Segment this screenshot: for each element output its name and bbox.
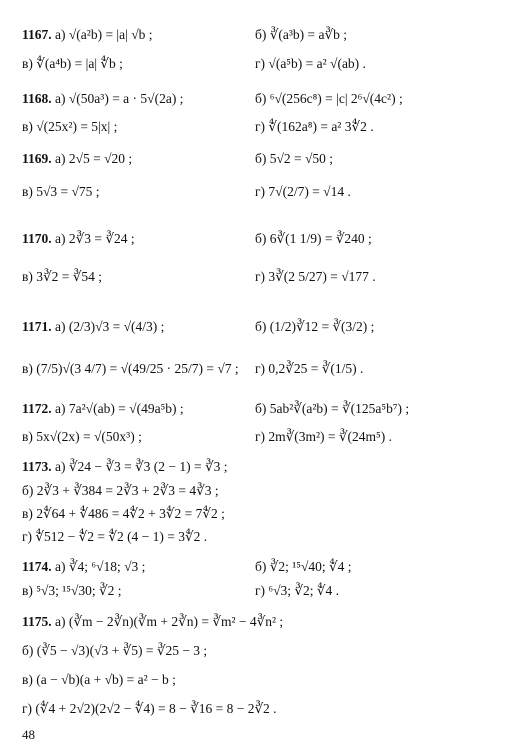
ex-1174-d: г) ⁶√3; ∛2; ∜4 .	[255, 583, 339, 598]
ex-1172-c: в) 5x√(2x) = √(50x³) ;	[22, 429, 142, 444]
ex-1170-a: 1170. а) 2∛3 = ∛24 ;	[22, 231, 135, 246]
ex-1170-d: г) 3∛(2 5/27) = √177 .	[255, 269, 376, 284]
ex-1173-a: 1173. а) ∛24 − ∛3 = ∛3 (2 − 1) = ∛3 ;	[22, 459, 228, 474]
ex-1175-b: б) (∛5 − √3)(√3 + ∛5) = ∛25 − 3 ;	[22, 643, 208, 658]
ex-1175-c: в) (a − √b)(a + √b) = a² − b ;	[22, 672, 176, 687]
ex-1173-c: в) 2∜64 + ∜486 = 4∜2 + 3∜2 = 7∜2 ;	[22, 506, 225, 521]
ex-1172-d: г) 2m∛(3m²) = ∛(24m⁵) .	[255, 429, 392, 444]
ex-1170-c: в) 3∛2 = ∛54 ;	[22, 269, 102, 284]
ex-1168-a: 1168. а) √(50a³) = a · 5√(2a) ;	[22, 91, 184, 106]
ex-1167-b: б) ∛(a³b) = a∛b ;	[255, 27, 347, 42]
ex-1171-c: в) (7/5)√(3 4/7) = √(49/25 · 25/7) = √7 ;	[22, 361, 239, 376]
ex-1175-a: 1175. а) (∛m − 2∛n)(∛m + 2∛n) = ∛m² − 4∛n² ;	[22, 614, 284, 629]
ex-1168-b: б) ⁶√(256c⁸) = |c| 2⁶√(4c²) ;	[255, 91, 403, 106]
ex-1168-c: в) √(25x²) = 5|x| ;	[22, 119, 118, 134]
ex-1175-d: г) (∜4 + 2√2)(2√2 − ∜4) = 8 − ∛16 = 8 − 2∛2 .	[22, 701, 277, 716]
ex-1169-d: г) 7√(2/7) = √14 .	[255, 184, 351, 199]
ex-1171-b: б) (1/2)∛12 = ∛(3/2) ;	[255, 319, 375, 334]
ex-1173-d: г) ∜512 − ∜2 = ∜2 (4 − 1) = 3∜2 .	[22, 529, 208, 544]
ex-1174-b: б) ∛2; ¹⁵√40; ∜4 ;	[255, 559, 352, 574]
ex-1171-d: г) 0,2∛25 = ∛(1/5) .	[255, 361, 364, 376]
ex-1169-c: в) 5√3 = √75 ;	[22, 184, 100, 199]
ex-1167-a: 1167. а) √(a²b) = |a| √b ;	[22, 27, 153, 42]
page-number: 48	[22, 727, 35, 742]
ex-1172-b: б) 5ab²∛(a²b) = ∛(125a⁵b⁷) ;	[255, 401, 410, 416]
ex-1170-b: б) 6∛(1 1/9) = ∛240 ;	[255, 231, 372, 246]
ex-1168-d: г) ∜(162a⁸) = a² 3∜2 .	[255, 119, 374, 134]
ex-1174-c: в) ⁵√3; ¹⁵√30; ∛2 ;	[22, 583, 122, 598]
ex-1174-a: 1174. а) ∛4; ⁶√18; √3 ;	[22, 559, 146, 574]
ex-1173-b: б) 2∛3 + ∛384 = 2∛3 + 2∛3 = 4∛3 ;	[22, 483, 219, 498]
ex-1172-a: 1172. а) 7a²√(ab) = √(49a⁵b) ;	[22, 401, 184, 416]
ex-1169-a: 1169. а) 2√5 = √20 ;	[22, 151, 133, 166]
ex-1171-a: 1171. а) (2/3)√3 = √(4/3) ;	[22, 319, 165, 334]
ex-1169-b: б) 5√2 = √50 ;	[255, 151, 334, 166]
ex-1167-c: в) ∜(a⁴b) = |a| ∜b ;	[22, 56, 123, 71]
ex-1167-d: г) √(a⁵b) = a² √(ab) .	[255, 56, 366, 71]
